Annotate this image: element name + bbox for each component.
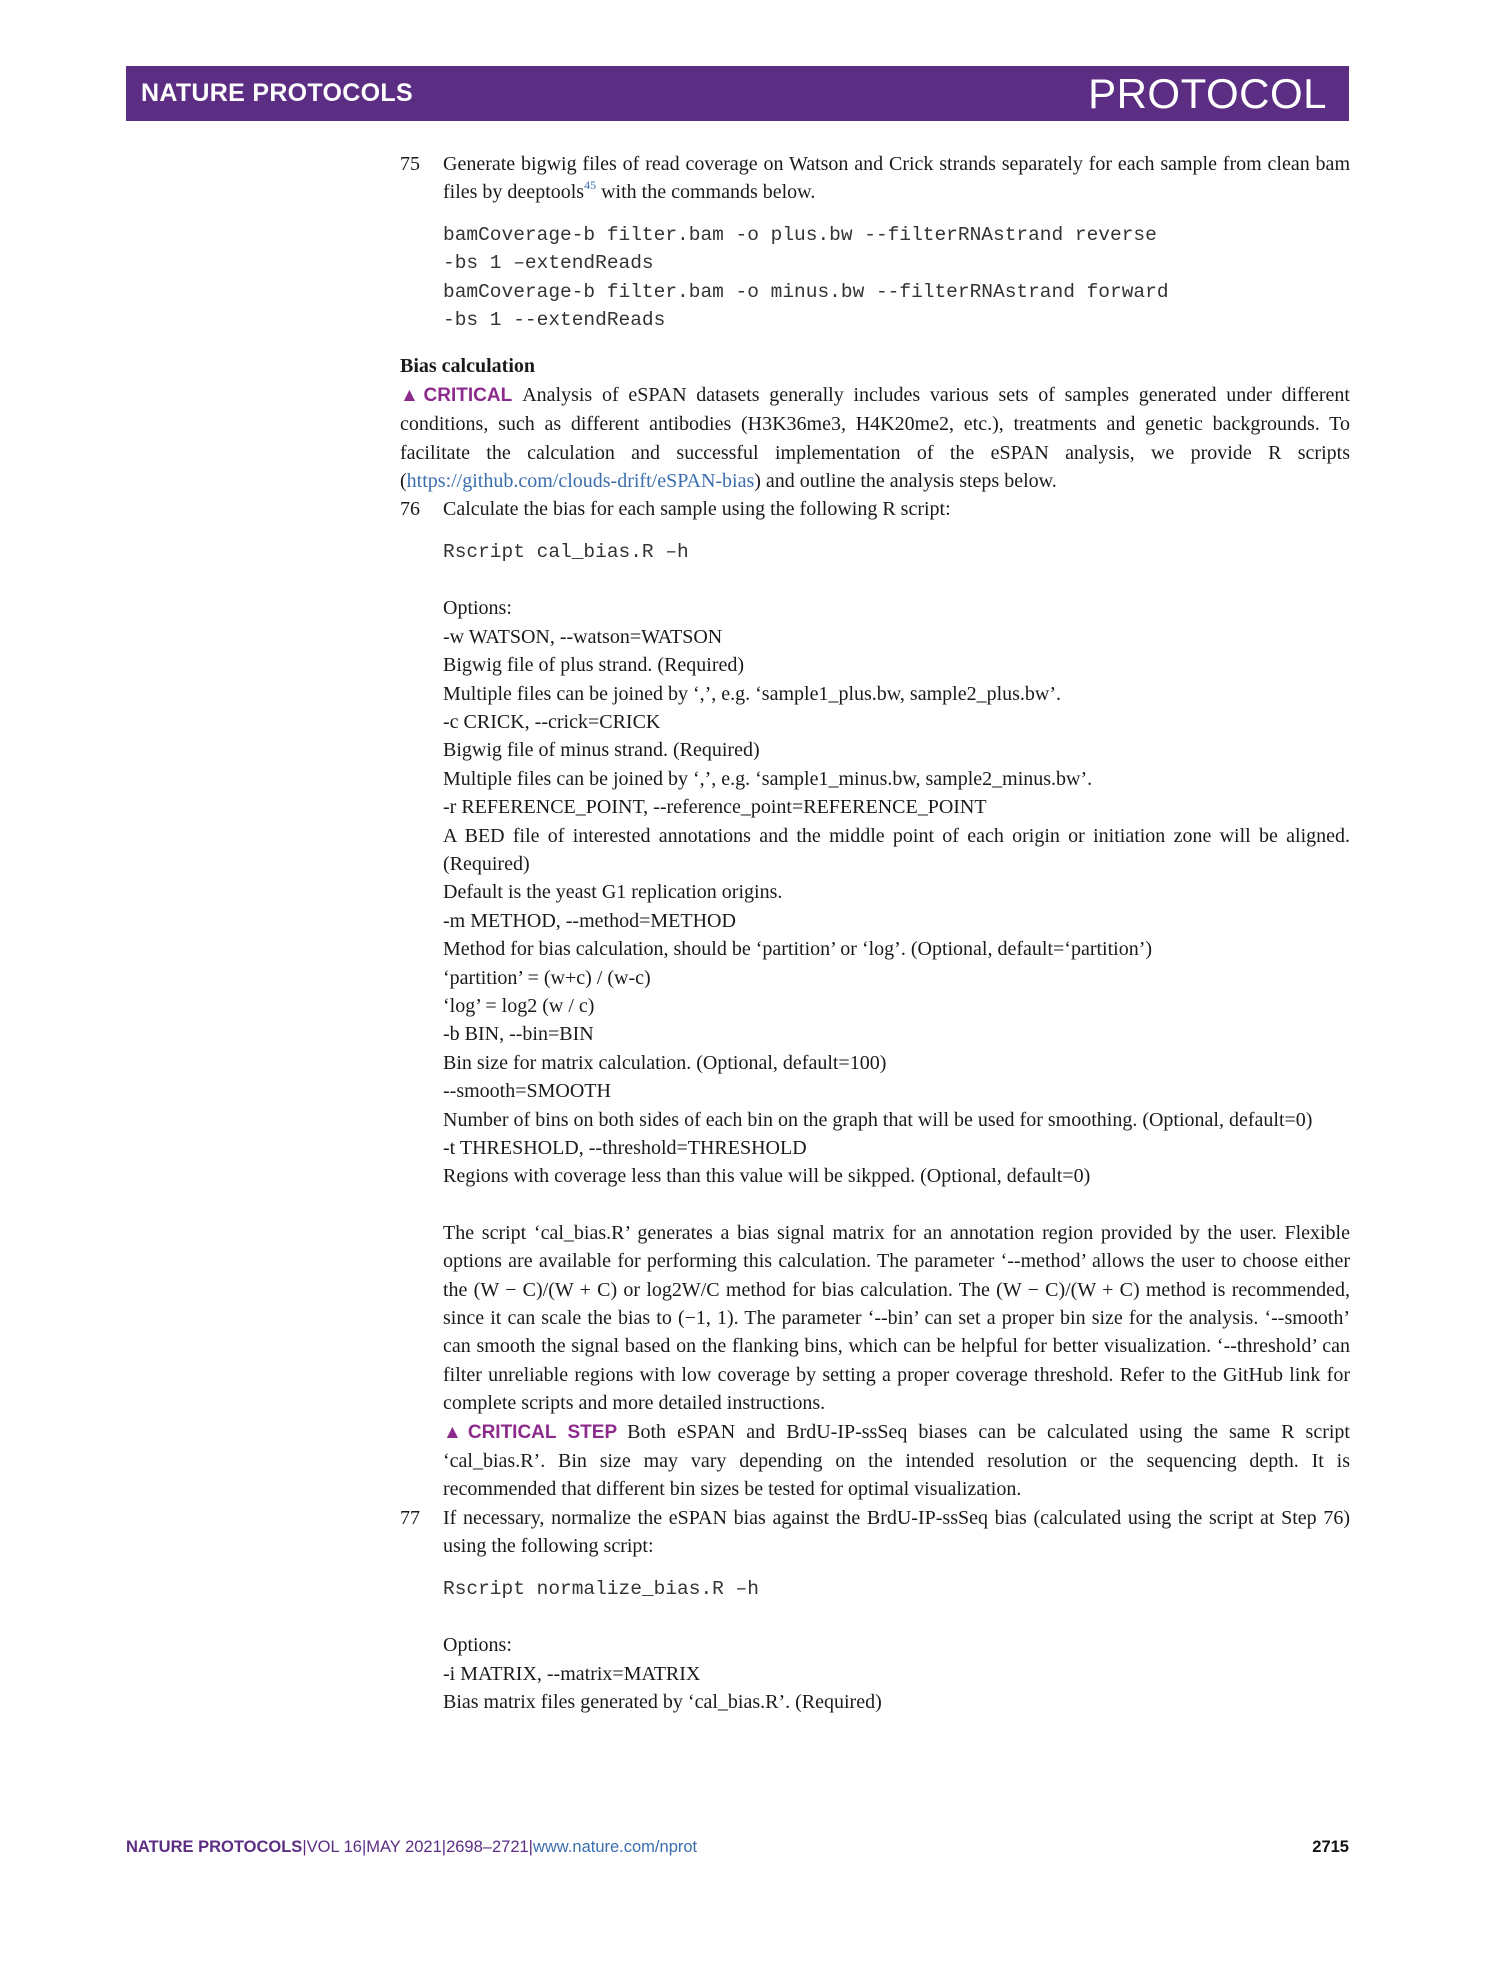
option-line: -b BIN, --bin=BIN [443,1023,594,1046]
code-line: bamCoverage-b filter.bam -o minus.bw --filterRNAstrand forward [443,280,1169,303]
option-line: --smooth=SMOOTH [443,1080,611,1103]
critical-step-note [443,1418,1350,1504]
critical-text: Analysis of eSPAN datasets generally includes various sets of samples generated under different conditions, such as different antibodies (H3K36me3, H4K20me2, etc.), treatments and genetic backgrounds. To facilitate the calculation and successful implementation of the eSPAN analysis, we provide R scripts ( [400,383,1350,493]
critical-label: ▲CRITICAL [400,384,513,406]
footer-url-link[interactable]: www.nature.com/nprot [532,1838,698,1856]
option-line: ‘log’ = log2 (w / c) [443,994,595,1017]
code-line: -bs 1 –extendReads [443,252,654,275]
step-number: 76 [400,498,420,521]
option-line: Multiple files can be joined by ‘,’, e.g. ‘sample1_plus.bw, sample2_plus.bw’. [443,682,1062,705]
page-header [126,66,1349,121]
step-75 [400,150,1350,207]
option-line: Multiple files can be joined by ‘,’, e.g. ‘sample1_minus.bw, sample2_minus.bw’. [443,767,1093,790]
step-text: Generate bigwig files of read coverage on Watson and Crick strands separately for each sample from clean bam files by deeptools [443,153,1350,204]
footer-citation [126,1838,697,1856]
option-line: -i MATRIX, --matrix=MATRIX [443,1662,701,1685]
code-block: Rscript normalize_bias.R –h [443,1577,759,1600]
description-paragraph: The script ‘cal_bias.R’ generates a bias signal matrix for an annotation region provided by the user. Flexible options are available for performing this calculation. The parameter ‘--method’ allows the user to choose either the (W − C)/(W + C) or log2W/C method for bias calculation. The (W − C)/(W + C) method is recommended, since it can scale the bias to (−1, 1). The parameter ‘--bin’ can set a proper bin size for the analysis. ‘--smooth’ can smooth the signal based on the flanking bins, which can be helpful for better visualization. ‘--threshold’ can filter unreliable regions with low coverage by setting a proper coverage threshold. Refer to the GitHub link for complete scripts and more detailed instructions. [443,1221,1350,1415]
option-line: Default is the yeast G1 replication origins. [443,881,783,904]
step-number: 77 [400,1506,420,1529]
critical-note [400,381,1350,496]
separator: | [528,1838,533,1856]
step-77 [400,1504,1350,1561]
option-line: Bin size for matrix calculation. (Optional, default=100) [443,1051,887,1074]
option-line: -t THRESHOLD, --threshold=THRESHOLD [443,1137,807,1159]
option-line: Regions with coverage less than this value will be sikpped. (Optional, default=0) [443,1165,1091,1188]
github-link[interactable]: https://github.com/clouds-drift/eSPAN-bias [406,470,755,493]
footer-date: MAY 2021 [366,1838,442,1856]
step-text-end: with the commands below. [596,181,816,204]
option-line: -w WATSON, --watson=WATSON [443,625,723,648]
option-line: A BED file of interested annotations and the middle point of each origin or initiation zone will be aligned. (Required) [443,824,1350,875]
options-list [400,594,1350,1504]
code-line: bamCoverage-b filter.bam -o plus.bw --filterRNAstrand reverse [443,223,1157,246]
reference-link[interactable]: 45 [584,178,597,193]
code-line: -bs 1 --extendReads [443,309,666,332]
journal-name: NATURE PROTOCOLS [141,79,413,107]
step-text: Calculate the bias for each sample using the following R script: [443,498,951,521]
code-block: Rscript cal_bias.R –h [443,540,689,563]
critical-step-label: ▲CRITICAL STEP [443,1421,618,1443]
critical-step-text: Both eSPAN and BrdU-IP-ssSeq biases can be calculated using the same R script ‘cal_bias.R’. Bin size may vary depending on the intended resolution or the sequencing depth. It is recommended that different bin sizes be tested for optimal visualization. [443,1420,1350,1501]
step-text: If necessary, normalize the eSPAN bias against the BrdU-IP-ssSeq bias (calculated using the script at Step 76) using the following script: [443,1506,1350,1558]
page-content [400,150,1350,1716]
options-list [400,1631,1350,1716]
article-type: PROTOCOL [1088,70,1327,117]
footer-volume: VOL 16 [306,1838,362,1856]
footer-pages: 2698–2721 [446,1838,529,1856]
page-number: 2715 [1312,1838,1349,1856]
separator: | [441,1838,447,1856]
option-line: -m METHOD, --method=METHOD [443,909,736,932]
option-line: Options: [443,597,512,620]
option-line: Options: [443,1634,512,1657]
step-76 [400,495,1350,523]
option-line: ‘partition’ = (w+c) / (w-c) [443,966,651,989]
code-block [400,221,1350,335]
option-line: Method for bias calculation, should be ‘partition’ or ‘log’. (Optional, default=‘partition’) [443,938,1153,961]
option-line: Bias matrix files generated by ‘cal_bias.R’. (Required) [443,1690,882,1713]
separator: | [361,1838,367,1856]
option-line: Number of bins on both sides of each bin on the graph that will be used for smoothing. (Optional, default=0) [443,1108,1313,1131]
section-heading: Bias calculation [400,355,536,378]
option-line: Bigwig file of minus strand. (Required) [443,739,760,762]
option-line: -r REFERENCE_POINT, --reference_point=REFERENCE_POINT [443,796,987,819]
option-line: Bigwig file of plus strand. (Required) [443,654,745,677]
separator: | [302,1838,307,1856]
step-number: 75 [400,153,420,175]
critical-text-end: ) and outline the analysis steps below. [754,470,1057,493]
option-line: -c CRICK, --crick=CRICK [443,710,661,733]
page-footer [126,1838,1349,1857]
footer-journal: NATURE PROTOCOLS [126,1838,303,1856]
